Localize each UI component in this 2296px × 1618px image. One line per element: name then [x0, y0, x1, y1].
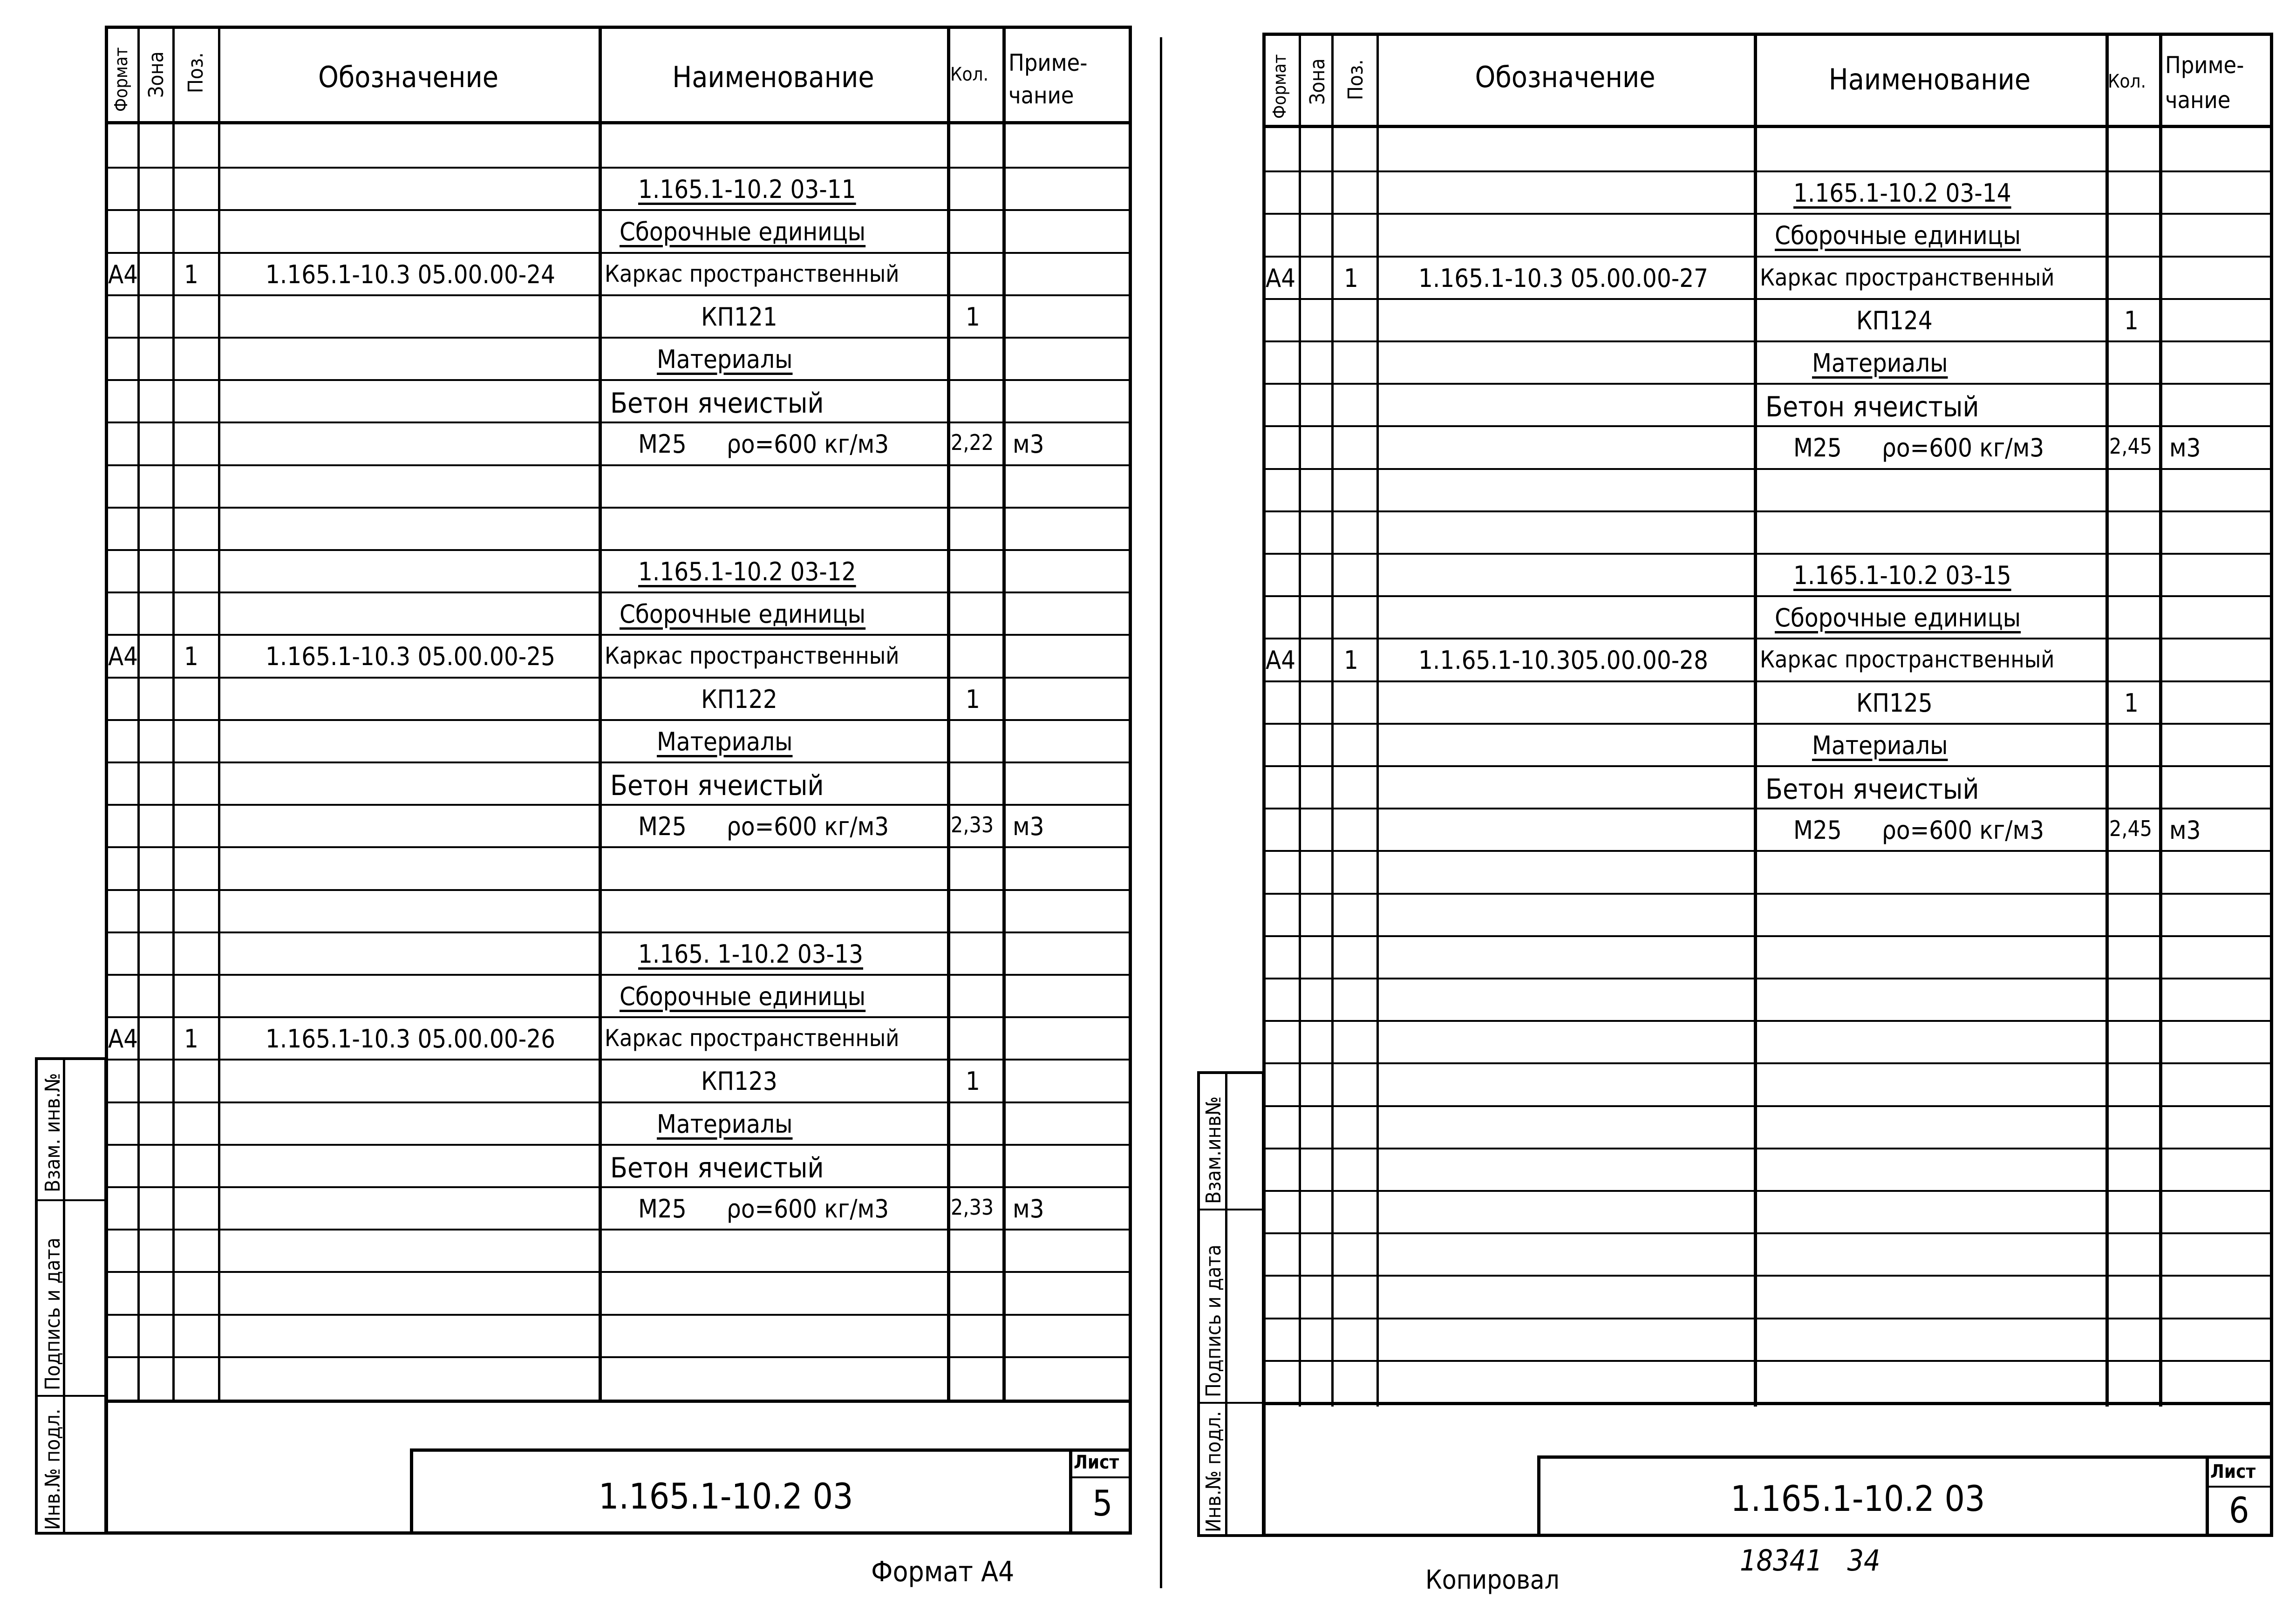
material-qty: 2,45: [2109, 434, 2153, 459]
left-hdr-note2: чание: [1008, 82, 1074, 109]
left-document-code: 1.165.1-10.2 03: [599, 1475, 853, 1517]
row-line: [1262, 468, 2273, 470]
left-inv-label: Инв.№ подл.: [41, 1408, 65, 1530]
designation-cell: 1.1.65.1-10.305.00.00-28: [1418, 646, 1709, 675]
designation-cell: 1.165.1-10.3 05.00.00-24: [266, 259, 556, 289]
pos-cell: 1: [184, 259, 198, 289]
format-cell: А4: [1266, 263, 1296, 293]
doc-reference: 1.165.1-10.2 03-11: [638, 175, 856, 204]
material-qty: 2,45: [2109, 816, 2153, 842]
materials-title: Материалы: [657, 727, 793, 756]
right-col-qty: [2105, 33, 2109, 1407]
section-title: Сборочные единицы: [620, 982, 866, 1011]
doc-reference: 1.165.1-10.2 03-12: [638, 557, 856, 586]
model-name: КП123: [701, 1067, 777, 1096]
material-qty: 2,33: [951, 812, 994, 838]
right-col-name: [1754, 33, 1757, 1407]
designation-cell: 1.165.1-10.3 05.00.00-25: [266, 642, 556, 672]
left-hdr-pos: Поз.: [184, 52, 208, 93]
section-title: Сборочные единицы: [620, 599, 866, 629]
archive-number: 18341 34: [1740, 1543, 1880, 1577]
left-hdr-note1: Приме-: [1008, 49, 1088, 76]
row-line: [1262, 765, 2273, 767]
row-line: [1262, 978, 2273, 979]
row-line: [1262, 425, 2273, 427]
right-hdr-note1: Приме-: [2165, 52, 2244, 79]
format-cell: А4: [108, 259, 138, 289]
doc-reference: 1.165.1-10.2 03-14: [1793, 178, 2011, 208]
material-grade: М25: [638, 1194, 687, 1224]
pos-cell: 1: [1344, 646, 1358, 675]
right-hdr-pos: Поз.: [1344, 59, 1368, 100]
row-line: [1262, 1232, 2273, 1234]
left-sheet-number: 5: [1092, 1482, 1113, 1524]
format-cell: А4: [108, 642, 138, 672]
material-qty: 2,33: [951, 1195, 994, 1220]
item-name: Каркас пространственный: [605, 642, 899, 670]
right-header-line: [1262, 125, 2273, 128]
row-line: [1262, 935, 2273, 937]
pos-cell: 1: [184, 642, 198, 672]
right-titleblock-left: [1537, 1455, 1540, 1537]
row-line: [1262, 298, 2273, 300]
row-line: [1262, 213, 2273, 215]
material-density: ρо=600 кг/м3: [727, 812, 889, 842]
material-name: Бетон ячеистый: [1765, 773, 1979, 806]
row-line: [1262, 680, 2273, 682]
row-line: [1262, 1318, 2273, 1319]
right-col-note: [2159, 33, 2162, 1407]
material-grade: М25: [638, 429, 687, 459]
right-hdr-zone: Зона: [1306, 58, 1329, 105]
right-hdr-format: Формат: [1269, 54, 1290, 119]
model-name: КП121: [701, 302, 777, 332]
right-titleblock-sheetline: [2206, 1486, 2273, 1488]
right-inv-label: Инв.№ подл.: [1202, 1411, 1226, 1532]
material-unit: м3: [2169, 816, 2201, 845]
material-name: Бетон ячеистый: [1765, 391, 1979, 424]
material-density: ρо=600 кг/м3: [727, 1194, 889, 1224]
model-name: КП124: [1856, 306, 1933, 335]
format-cell: А4: [1266, 646, 1296, 675]
row-line: [1262, 1020, 2273, 1022]
material-name: Бетон ячеистый: [610, 387, 824, 420]
left-hdr-designation: Обозначение: [318, 60, 499, 94]
material-unit: м3: [1013, 812, 1044, 842]
doc-reference: 1.165. 1-10.2 03-13: [638, 939, 864, 969]
material-grade: М25: [1793, 816, 1842, 845]
designation-cell: 1.165.1-10.3 05.00.00-27: [1418, 263, 1709, 293]
right-vzam-label: Взам.инв№: [1202, 1096, 1226, 1204]
right-document-code: 1.165.1-10.2 03: [1731, 1478, 1985, 1519]
right-titleblock-top: [1537, 1455, 2273, 1459]
row-line: [1262, 1148, 2273, 1149]
material-density: ρо=600 кг/м3: [1882, 816, 2044, 845]
row-line: [1262, 1360, 2273, 1362]
row-line: [1262, 1105, 2273, 1107]
materials-title: Материалы: [657, 345, 793, 374]
right-col-pos: [1331, 33, 1334, 1407]
right-side-stamp-div2: [1197, 1402, 1265, 1404]
format-cell: А4: [108, 1024, 138, 1054]
right-sheet-label: Лист: [2210, 1461, 2256, 1482]
row-line: [1262, 1190, 2273, 1192]
model-qty: 1: [2124, 306, 2139, 335]
item-name: Каркас пространственный: [1760, 646, 2055, 673]
row-line: [1262, 383, 2273, 385]
material-name: Бетон ячеистый: [610, 769, 824, 802]
material-density: ρо=600 кг/м3: [1882, 433, 2044, 463]
section-title: Сборочные единицы: [1775, 221, 2021, 251]
item-name: Каркас пространственный: [605, 260, 899, 287]
material-grade: М25: [638, 812, 687, 842]
materials-title: Материалы: [657, 1109, 793, 1139]
model-qty: 1: [966, 1067, 980, 1096]
format-note: Формат А4: [871, 1556, 1015, 1588]
material-qty: 2,22: [951, 430, 994, 455]
section-title: Сборочные единицы: [620, 217, 866, 247]
material-density: ρо=600 кг/м3: [727, 429, 889, 459]
model-qty: 1: [2124, 688, 2139, 718]
right-hdr-name: Наименование: [1828, 62, 2031, 96]
pos-cell: 1: [1344, 263, 1358, 293]
row-line: [1262, 850, 2273, 852]
right-hdr-designation: Обозначение: [1475, 60, 1656, 94]
right-sheet-number: 6: [2229, 1489, 2249, 1531]
model-qty: 1: [966, 684, 980, 714]
right-titleblock-sheetcol: [2206, 1455, 2209, 1537]
row-line: [1262, 1275, 2273, 1277]
row-line: [1262, 256, 2273, 258]
materials-title: Материалы: [1812, 348, 1948, 378]
right-table-end: [1262, 1402, 2273, 1405]
left-hdr-name: Наименование: [672, 60, 874, 94]
left-sign-label: Подпись и дата: [41, 1237, 65, 1390]
left-hdr-format: Формат: [111, 47, 131, 112]
row-line: [1262, 1062, 2273, 1064]
row-line: [1262, 553, 2273, 555]
row-line: [1262, 638, 2273, 639]
material-unit: м3: [2169, 433, 2201, 463]
section-title: Сборочные единицы: [1775, 603, 2021, 633]
item-name: Каркас пространственный: [1760, 264, 2055, 291]
left-hdr-zone: Зона: [144, 51, 168, 98]
row-line: [1262, 723, 2273, 725]
material-unit: м3: [1013, 429, 1044, 459]
material-name: Бетон ячеистый: [610, 1151, 824, 1184]
right-hdr-qty: Кол.: [2108, 71, 2146, 92]
model-qty: 1: [966, 302, 980, 332]
left-hdr-qty: Кол.: [950, 64, 988, 85]
right-sign-label: Подпись и дата: [1202, 1244, 1226, 1397]
left-sheet-label: Лист: [1074, 1452, 1119, 1473]
row-line: [1262, 595, 2273, 597]
model-name: КП125: [1856, 688, 1933, 718]
row-line: [1262, 893, 2273, 895]
designation-cell: 1.165.1-10.3 05.00.00-26: [266, 1024, 556, 1054]
pos-cell: 1: [184, 1024, 198, 1054]
copied-label: Копировал: [1425, 1565, 1560, 1595]
item-name: Каркас пространственный: [605, 1025, 899, 1052]
right-side-stamp-div1: [1197, 1209, 1265, 1210]
material-unit: м3: [1013, 1194, 1044, 1224]
model-name: КП122: [701, 684, 777, 714]
left-vzam-label: Взам. инв.№: [41, 1073, 65, 1192]
right-col-zone: [1299, 33, 1301, 1407]
materials-title: Материалы: [1812, 730, 1948, 760]
row-line: [1262, 340, 2273, 342]
doc-reference: 1.165.1-10.2 03-15: [1793, 561, 2011, 590]
right-col-desig: [1376, 33, 1379, 1407]
material-grade: М25: [1793, 433, 1842, 463]
right-hdr-note2: чание: [2165, 87, 2231, 114]
row-line: [1262, 510, 2273, 512]
row-line: [1262, 808, 2273, 809]
row-line: [1262, 170, 2273, 172]
